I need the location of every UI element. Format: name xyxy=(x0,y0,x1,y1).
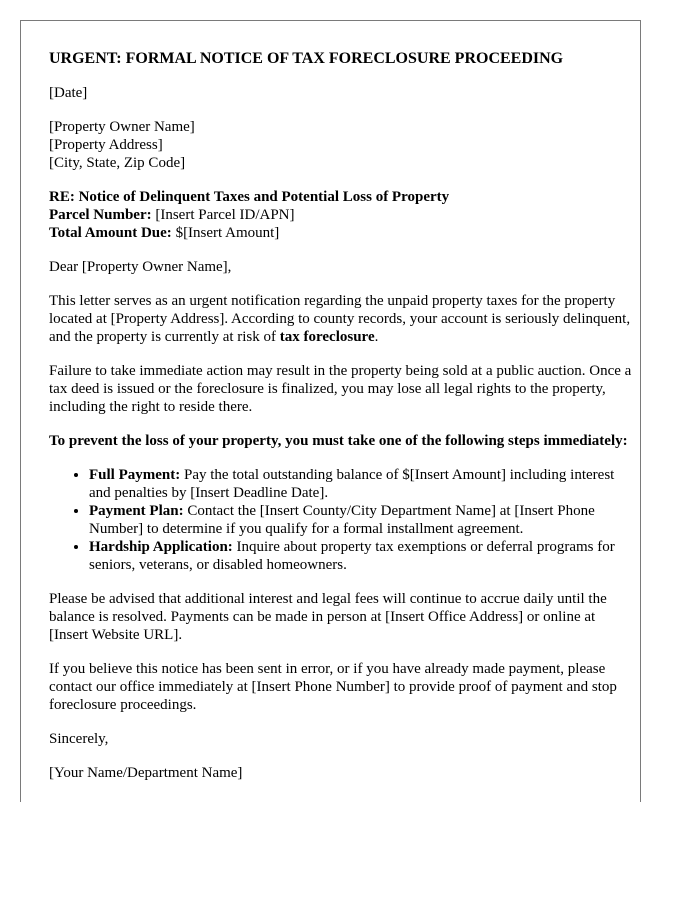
paragraph-notification xyxy=(49,292,634,346)
steps-intro xyxy=(49,432,634,450)
steps-list xyxy=(49,466,634,574)
recipient-name: [Property Owner Name] xyxy=(49,119,195,135)
paragraph-fees: Please be advised that additional interest and legal fees will continue to accrue daily until the balance is resolved. Payments can be made in person at [Insert Office Address] or online at [Insert Website URL]. xyxy=(49,591,607,643)
steps-intro-text: To prevent the loss of your property, you must take one of the following steps immediately: xyxy=(49,433,628,449)
letter-date: [Date] xyxy=(49,85,88,101)
step-label: Full Payment: xyxy=(89,467,181,483)
salutation: Dear [Property Owner Name], xyxy=(49,259,232,275)
list-item-hardship xyxy=(89,538,634,574)
step-text: Pay the total outstanding balance of $[Insert Amount] including interest and penalties by [Insert Deadline Date]. xyxy=(89,467,615,501)
parcel-number-value: [Insert Parcel ID/APN] xyxy=(151,207,295,223)
paragraph-contact: If you believe this notice has been sent in error, or if you have already made payment, please contact our office immediately at [Insert Phone Number] to provide proof of payment and stop foreclosure proceedings. xyxy=(49,661,617,713)
recipient-city: [City, State, Zip Code] xyxy=(49,155,186,171)
step-label: Payment Plan: xyxy=(89,503,184,519)
re-block xyxy=(49,188,634,242)
signature: [Your Name/Department Name] xyxy=(49,765,243,781)
amount-due-line xyxy=(49,224,634,242)
paragraph-notification-text: This letter serves as an urgent notification regarding the unpaid property taxes for the property located at [Property Address]. According to county records, your account is seriously delinquent, and the property is currently at risk of xyxy=(49,293,631,345)
letter-page xyxy=(20,20,641,802)
parcel-number-line xyxy=(49,206,634,224)
re-subject: RE: Notice of Delinquent Taxes and Potential Loss of Property xyxy=(49,189,450,205)
step-label: Hardship Application: xyxy=(89,539,233,555)
letter-content xyxy=(49,50,634,782)
step-text: Contact the [Insert County/City Department Name] at [Insert Phone Number] to determine if you qualify for a formal installment agreement. xyxy=(89,503,595,537)
recipient-address: [Property Address] xyxy=(49,137,163,153)
closing: Sincerely, xyxy=(49,731,109,747)
paragraph-notification-end: . xyxy=(374,329,379,345)
recipient-block xyxy=(49,118,634,172)
amount-due-label: Total Amount Due: xyxy=(49,225,172,241)
tax-foreclosure-emphasis: tax foreclosure xyxy=(279,329,375,345)
amount-due-value: $[Insert Amount] xyxy=(171,225,280,241)
letter-title: URGENT: FORMAL NOTICE OF TAX FORECLOSURE PROCEEDING xyxy=(49,50,564,67)
paragraph-consequences: Failure to take immediate action may result in the property being sold at a public auction. Once a tax deed is issued or the foreclosure is finalized, you may lose all legal rights to the property, including the right to reside there. xyxy=(49,363,632,415)
step-text: Inquire about property tax exemptions or deferral programs for seniors, veterans, or disabled homeowners. xyxy=(89,539,615,573)
list-item-payment-plan xyxy=(89,502,634,538)
parcel-number-label: Parcel Number: xyxy=(49,207,152,223)
list-item-full-payment xyxy=(89,466,634,502)
